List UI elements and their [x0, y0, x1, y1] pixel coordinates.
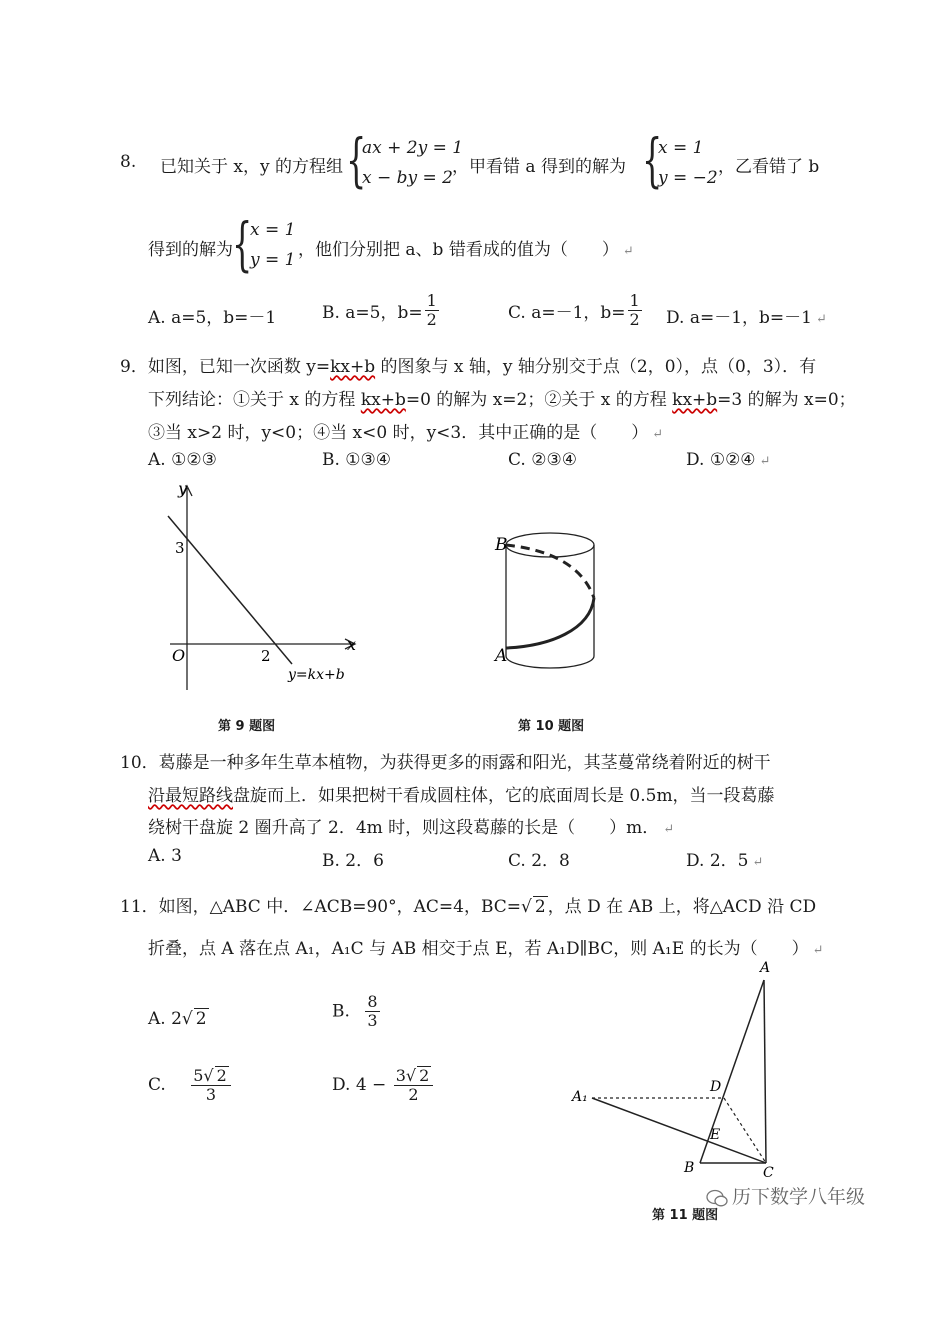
q11-option-b: B. $\frac{8}{3}$ [332, 992, 378, 1030]
point-b-label: B [684, 1160, 695, 1176]
point-a-label: A [495, 646, 508, 666]
q9-option-a: A. ①②③ [148, 450, 217, 470]
q8-solution2-brace: { [232, 210, 253, 278]
x-axis-label: x [347, 635, 357, 654]
q10-option-a: A. 3 [148, 846, 182, 866]
point-a-label: A [760, 960, 771, 976]
q9-option-d: D. ①②④ ↵ [686, 450, 771, 470]
line-label: y=kx+b [288, 667, 345, 683]
q8-number: 8. [120, 152, 137, 172]
q8-text-4: 得到的解为 [148, 240, 233, 260]
figure-10-caption: 第 10 题图 [518, 719, 585, 734]
q8-option-c: C. a=－1，b= $\frac{1}{2}$ [508, 291, 640, 329]
segment-a1c [592, 1098, 766, 1163]
q8-option-d: D. a=－1，b=－1 ↵ [666, 308, 827, 328]
q9-option-c: C. ②③④ [508, 450, 577, 470]
point-c-label: C [763, 1165, 774, 1181]
q10-option-d: D. 2．5 ↵ [686, 851, 764, 871]
point-d-label: D [710, 1079, 722, 1095]
q8-solution-1-y: y = −2 [658, 168, 718, 188]
q10-line-3: 绕树干盘旋 2 圈升高了 2．4m 时，则这段葛藤的长是（ ）m． ↵ [148, 818, 675, 838]
q8-solution-1-x: x = 1 [658, 138, 704, 158]
q11-option-d: D. 4 − $\frac{3√ 2}{2}$ [332, 1066, 435, 1104]
q8-solution-2-y: y = 1 [250, 250, 296, 270]
q11-option-c: C. $\frac{5√ 2}{3}$ [148, 1066, 233, 1104]
point-a1-label: A₁ [572, 1089, 588, 1105]
q8-equation-2: x − by = 2 [362, 168, 453, 188]
q8-option-a: A. a=5，b=－1 [148, 308, 277, 328]
q8-text-1: 已知关于 x，y 的方程组 [160, 157, 343, 177]
y-axis-label: y [178, 479, 188, 498]
helix-visible-path [506, 598, 594, 648]
q11-option-a: A. 2√ 2 [148, 1009, 207, 1029]
q9-line-2: 下列结论：①关于 x 的方程 kx+b=0 的解为 x=2；②关于 x 的方程 kx+b=3 的解为 x=0； [148, 390, 856, 410]
wechat-icon [706, 1189, 728, 1207]
y-intercept-label: 3 [175, 539, 185, 557]
point-e-label: E [710, 1127, 721, 1143]
figure-11-triangle [570, 955, 790, 1185]
q8-solution1-brace: { [642, 126, 663, 194]
q8-equation-1: ax + 2y = 1 [362, 138, 464, 158]
q8-solution-2 [250, 215, 295, 275]
segment-ac [764, 980, 766, 1163]
cylinder-top-ellipse [506, 533, 594, 557]
origin-label: O [172, 646, 186, 665]
segment-dc-dashed [724, 1098, 766, 1163]
q9-line-3: ③当 x>2 时，y<0；④当 x<0 时，y<3．其中正确的是（ ） ↵ [148, 423, 664, 443]
figure-9-graph [150, 474, 380, 704]
figure-10-cylinder [490, 518, 620, 678]
q9-option-b: B. ①③④ [322, 450, 392, 470]
q10-line-1: 10．葛藤是一种多年生草本植物，为获得更多的雨露和阳光，其茎蔓常绕着附近的树干 [120, 753, 771, 773]
q8-solution-2-x: x = 1 [250, 220, 296, 240]
q8-equation-system [362, 133, 463, 193]
q9-line-1: 9．如图，已知一次函数 y=kx+b 的图象与 x 轴，y 轴分别交于点（2，0），点（0，3）．有 [120, 357, 817, 377]
x-intercept-label: 2 [261, 647, 271, 665]
q11-line-1: 11．如图，△ABC 中．∠ACB=90°，AC=4，BC=√ 2 ，点 D 在 AB 上，将△ACD 沿 CD [120, 897, 817, 917]
figure-9-caption: 第 9 题图 [218, 719, 276, 734]
q8-system-brace: { [346, 126, 367, 194]
q8-text-5: ，他们分别把 a、b 错看成的值为（ ） ↵ [298, 240, 634, 260]
point-b-label: B [495, 535, 508, 555]
cylinder-bottom-front [506, 656, 594, 668]
watermark: 历下数学八年级 [706, 1182, 865, 1209]
q8-text-2: ，甲看错 a 得到的解为 [452, 157, 626, 177]
q8-option-b: B. a=5，b= $\frac{1}{2}$ [322, 291, 437, 329]
figure-11-caption: 第 11 题图 [652, 1208, 719, 1223]
q11-line-2: 折叠，点 A 落在点 A₁，A₁C 与 AB 相交于点 E，若 A₁D∥BC，则 A₁E 的长为（ ） ↵ [148, 939, 824, 959]
q8-solution-1 [658, 133, 718, 193]
q10-option-b: B. 2．6 [322, 851, 384, 871]
q10-option-c: C. 2．8 [508, 851, 570, 871]
q8-text-3: ，乙看错了 b [718, 157, 820, 177]
q10-line-2: 沿最短路线盘旋而上．如果把树干看成圆柱体，它的底面周长是 0.5m，当一段葛藤 [148, 786, 775, 806]
